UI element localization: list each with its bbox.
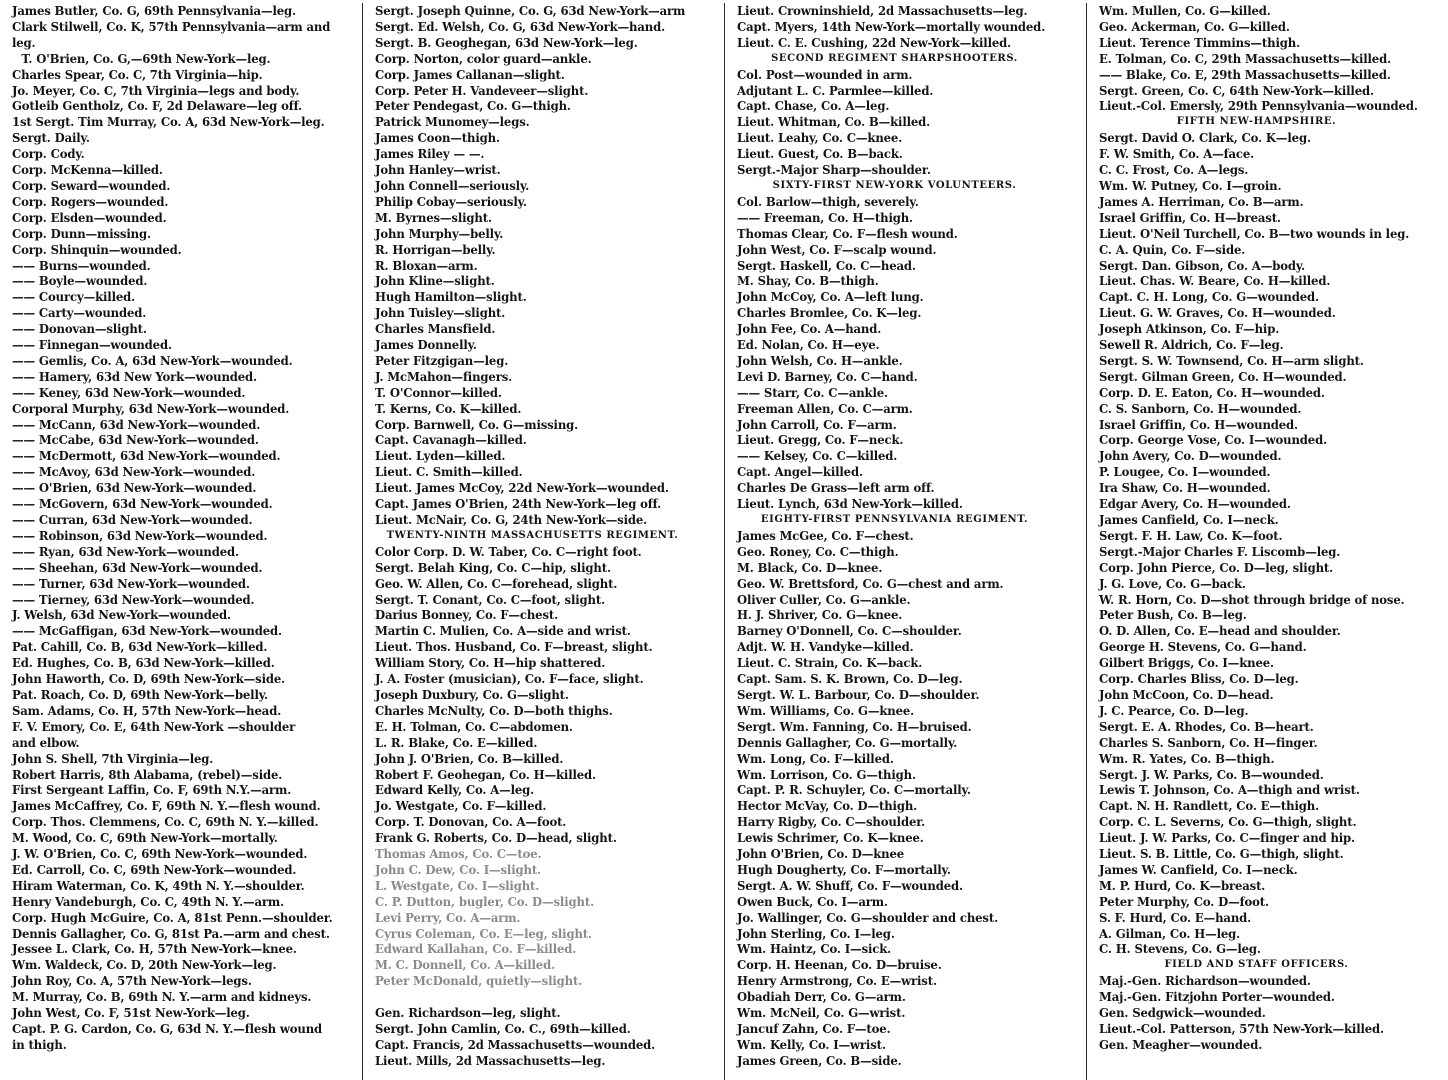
casualty-entry: J. Welsh, 63d New-York—wounded. [12,607,231,623]
casualty-entry: Charles De Grass—left arm off. [737,480,935,496]
casualty-entry: Capt. James O'Brien, 24th New-York—leg off. [375,496,662,512]
regiment-heading: FIFTH NEW-HAMPSHIRE. [1176,116,1337,128]
casualty-entry: John Hanley—wrist. [375,162,501,178]
casualty-entry: Sergt. Wm. Fanning, Co. H—bruised. [737,718,972,734]
casualty-entry: —— McCabe, 63d New-York—wounded. [12,432,259,448]
casualty-entry: Lieut. Leahy, Co. C—knee. [737,130,903,146]
casualty-entry: —— Courcy—killed. [12,289,136,305]
casualty-entry: Cyrus Coleman, Co. E—leg, slight. [375,925,592,941]
casualty-entry: —— Sheehan, 63d New-York—wounded. [12,559,263,575]
casualty-entry: Geo. Ackerman, Co. G—killed. [1099,18,1290,34]
casualty-entry: Peter Fitzgigan—leg. [375,352,509,368]
casualty-entry: Henry Vandeburgh, Co. C, 49th N. Y.—arm. [12,893,285,909]
casualty-entry: Corp. James Callanan—slight. [375,66,565,82]
casualty-entry: Wm. Waldeck, Co. D, 20th New-York—leg. [12,957,277,973]
casualty-entry: Sergt. John Camlin, Co. C., 69th—killed. [375,1021,631,1036]
casualty-entry: Jessee L. Clark, Co. H, 57th New-York—knee. [12,941,297,957]
casualty-entry: Dennis Gallagher, Co. G—mortally. [737,734,958,750]
casualty-entry: Philip Cobay—seriously. [375,193,527,209]
casualty-entry: John Sterling, Co. I—leg. [737,925,895,941]
casualty-entry: Ed. Carroll, Co. C, 69th New-York—wounded. [12,861,297,877]
casualty-entry: T. O'Brien, Co. G,—69th New-York—leg. [21,50,271,66]
casualty-entry: John Roy, Co. A, 57th New-York—legs. [12,973,252,989]
casualty-entry: Robert Harris, 8th Alabama, (rebel)—side. [12,766,283,782]
casualty-entry: Corp. T. Donovan, Co. A—foot. [375,814,567,830]
casualty-entry: Corp. Cody. [12,146,85,162]
casualty-entry: Color Corp. D. W. Taber, Co. C—right foot. [375,543,642,559]
casualty-entry: —— Turner, 63d New-York—wounded. [12,575,250,591]
casualty-entry: Dennis Gallagher, Co. G, 81st Pa.—arm and chest. [12,925,330,941]
casualty-entry: —— Tierney, 63d New-York—wounded. [12,591,255,607]
casualty-entry: in thigh. [12,1036,67,1052]
casualty-entry: Joseph Atkinson, Co. F—hip. [1099,321,1280,337]
casualty-entry: —— Kelsey, Co. C—killed. [737,448,898,464]
casualty-entry: Gotleib Gentholz, Co. F, 2d Delaware—leg off. [12,98,302,114]
casualty-entry: J. McMahon—fingers. [375,368,513,384]
casualty-entry: Charles Mansfield. [375,321,496,337]
casualty-entry: Harry Rigby, Co. C—shoulder. [737,814,926,830]
casualty-entry: Lieut. C. E. Cushing, 22d New-York—killed. [737,34,1012,50]
casualty-entry: Sergt. Ed. Welsh, Co. G, 63d New-York—hand. [375,18,666,34]
regiment-heading: SIXTY-FIRST NEW-YORK VOLUNTEERS. [772,179,1017,191]
casualty-entry: Sergt. E. A. Rhodes, Co. B—heart. [1099,718,1314,734]
casualty-entry: M. Byrnes—slight. [375,209,492,225]
casualty-entry: J. G. Love, Co. G—back. [1099,575,1246,591]
casualty-entry: Frank G. Roberts, Co. D—head, slight. [375,830,617,846]
casualty-entry: Lieut. Crowninshield, 2d Massachusetts—leg. [737,3,1028,18]
regiment-heading: SECOND REGIMENT SHARPSHOOTERS. [771,52,1018,64]
casualty-entry: Lieut. Lyden—killed. [375,448,506,464]
casualty-entry: Lieut. Thos. Husband, Co. F—breast, slight. [375,639,653,655]
regiment-heading: FIELD AND STAFF OFFICERS. [1164,959,1349,971]
casualty-entry: John Carroll, Co. F—arm. [737,416,897,432]
casualty-entry: —— McCann, 63d New-York—wounded. [12,416,261,432]
casualty-entry: leg. [12,34,36,50]
casualty-entry: H. J. Shriver, Co. G—knee. [737,607,903,623]
casualty-entry: Charles Bromlee, Co. K—leg. [737,305,922,321]
casualty-entry: Capt. C. H. Long, Co. G—wounded. [1099,289,1319,305]
casualty-entry: Hector McVay, Co. D—thigh. [737,798,918,814]
casualty-entry: Ed. Nolan, Co. H—eye. [737,337,880,353]
casualty-entry: Lieut. O'Neil Turchell, Co. B—two wounds in leg. [1099,225,1410,241]
casualty-entry: Israel Griffin, Co. H—breast. [1099,209,1281,225]
casualty-entry: F. V. Emory, Co. E, 64th New-York —shoulder [12,718,296,734]
casualty-entry: —— Gemlis, Co. A, 63d New-York—wounded. [12,352,293,368]
casualty-entry: Capt. Sam. S. K. Brown, Co. D—leg. [737,671,963,687]
casualty-entry: John Connell—seriously. [375,177,530,193]
casualty-entry: P. Lougee, Co. I—wounded. [1099,464,1271,480]
casualty-entry: M. Black, Co. D—knee. [737,559,883,575]
casualty-entry: O. D. Allen, Co. E—head and shoulder. [1099,623,1341,639]
casualty-entry: Peter McDonald, quietly—slight. [375,973,583,989]
regiment-heading: EIGHTY-FIRST PENNSYLVANIA REGIMENT. [760,514,1029,525]
casualty-entry: Lieut. Gregg, Co. F—neck. [737,432,904,448]
casualty-entry: Lewis Schrimer, Co. K—knee. [737,830,924,846]
casualty-entry: Barney O'Donnell, Co. C—shoulder. [737,623,962,639]
casualty-entry: Sergt. Haskell, Co. C—head. [737,257,916,273]
casualty-entry: William Story, Co. H—hip shattered. [375,655,606,671]
casualty-entry: Capt. Myers, 14th New-York—mortally wounded. [737,18,1046,34]
casualty-entry: Corp. George Vose, Co. I—wounded. [1099,432,1327,448]
casualty-entry: Corp. Hugh McGuire, Co. A, 81st Penn.—shoulder. [12,909,333,925]
casualty-entry: Peter Pendegast, Co. G—thigh. [375,98,571,114]
casualty-entry: M. Wood, Co. C, 69th New-York—mortally. [12,830,278,846]
casualty-entry: Lieut. G. W. Graves, Co. H—wounded. [1099,305,1336,321]
casualty-entry: James W. Canfield, Co. I—neck. [1099,861,1298,877]
casualty-entry: Geo. Roney, Co. C—thigh. [737,543,899,559]
casualty-entry: John Murphy—belly. [375,225,504,241]
casualty-entry: —— McDermott, 63d New-York—wounded. [12,448,281,464]
casualty-entry: —— Donovan—slight. [12,321,147,337]
casualty-entry: L. R. Blake, Co. E—killed. [375,734,538,750]
casualty-entry: Lieut. Lynch, 63d New-York—killed. [737,496,963,512]
casualty-entry: —— McAvoy, 63d New-York—wounded. [12,464,256,480]
casualty-entry: Corp. C. L. Severns, Co. G—thigh, slight. [1099,814,1357,830]
casualty-entry: Wm. Lorrison, Co. G—thigh. [737,766,916,782]
casualty-entry: John C. Dew, Co. I—slight. [375,861,541,877]
casualty-entry: Corp. Dunn—missing. [12,225,151,241]
casualty-entry: —— Starr, Co. C—ankle. [737,384,888,400]
casualty-entry: Sergt. T. Conant, Co. C—foot, slight. [375,591,606,607]
casualty-entry: Sergt. B. Geoghegan, 63d New-York—leg. [375,34,638,50]
casualty-entry: E. Tolman, Co. C, 29th Massachusetts—killed. [1099,50,1392,66]
casualty-entry: Capt. Cavanagh—killed. [375,432,527,448]
casualty-entry: Thomas Clear, Co. F—flesh wound. [737,225,958,241]
casualty-entry: Jo. Westgate, Co. F—killed. [375,798,547,814]
casualty-entry: Gilbert Briggs, Co. I—knee. [1099,655,1274,671]
casualty-entry: R. Bloxan—arm. [375,257,478,273]
casualty-entry: James McGee, Co. F—chest. [737,527,914,543]
casualty-entry: Peter Murphy, Co. D—foot. [1099,893,1269,909]
casualty-entry: J. A. Foster (musician), Co. F—face, slight. [375,671,644,687]
casualty-entry: T. O'Connor—killed. [375,384,502,400]
casualty-entry: Col. Post—wounded in arm. [737,66,913,82]
casualty-entry: James Coon—thigh. [375,130,500,146]
casualty-entry: John Fee, Co. A—hand. [737,321,882,337]
column-4 [1086,3,1448,1080]
casualty-entry: Hiram Waterman, Co. K, 49th N. Y.—shoulder. [12,877,305,893]
casualty-entry: James Donnelly. [375,337,477,353]
casualty-entry: —— McGaffigan, 63d New-York—wounded. [12,623,282,639]
casualty-entry: Corp. McKenna—killed. [12,162,163,178]
casualty-entry: —— Hamery, 63d New York—wounded. [12,368,257,384]
casualty-entry: Lieut. McNair, Co. G, 24th New-York—side. [375,512,648,527]
casualty-entry: John Avery, Co. D—wounded. [1099,448,1282,464]
casualty-entry: First Sergeant Laffin, Co. F, 69th N.Y.—arm. [12,782,292,798]
casualty-entry: Freeman Allen, Co. C—arm. [737,400,913,416]
casualty-entry [375,989,699,1005]
casualty-entry: Capt. Francis, 2d Massachusetts—wounded. [375,1036,656,1052]
casualty-entry: Jo. Wallinger, Co. G—shoulder and chest. [737,909,999,925]
casualty-entry: Levi Perry, Co. A—arm. [375,909,521,925]
casualty-entry: Robert F. Geohegan, Co. H—killed. [375,766,596,782]
casualty-entry: Gen. Sedgwick—wounded. [1099,1005,1266,1021]
casualty-entry: Hugh Hamilton—slight. [375,289,527,305]
casualty-entry: Ira Shaw, Co. H—wounded. [1099,480,1271,496]
casualty-entry: Corp. D. E. Eaton, Co. H—wounded. [1099,384,1325,400]
casualty-entry: J. W. O'Brien, Co. C, 69th New-York—wounded. [12,846,308,862]
casualty-entry: Pat. Cahill, Co. B, 63d New-York—killed. [12,639,268,655]
casualty-entry: Corp. Elsden—wounded. [12,209,167,225]
casualty-entry: Corporal Murphy, 63d New-York—wounded. [12,400,290,416]
casualty-entry: Thomas Amos, Co. C—toe. [375,846,542,862]
casualty-entry: John West, Co. F, 51st New-York—leg. [12,1005,250,1021]
casualty-entry: —— O'Brien, 63d New-York—wounded. [12,480,257,496]
casualty-entry: 1st Sergt. Tim Murray, Co. A, 63d New-York—leg. [12,114,325,130]
casualty-entry: Clark Stilwell, Co. K, 57th Pennsylvania—arm and [12,18,331,34]
casualty-entry: —— Burns—wounded. [12,257,151,273]
casualty-entry: Lieut. James McCoy, 22d New-York—wounded. [375,480,669,496]
casualty-entry: John McCoon, Co. D—head. [1099,686,1274,702]
casualty-entry: Sergt. W. L. Barbour, Co. D—shoulder. [737,686,980,702]
casualty-entry: John J. O'Brien, Co. B—killed. [375,750,564,766]
casualty-entry: —— McGovern, 63d New-York—wounded. [12,496,273,512]
casualty-entry: C. S. Sanborn, Co. H—wounded. [1099,400,1302,416]
casualty-entry: Edward Kallahan, Co. F—killed. [375,941,577,957]
column-3 [724,3,1086,1080]
casualty-entry: Lieut. Guest, Co. B—back. [737,146,903,162]
casualty-entry: Sergt.-Major Charles F. Liscomb—leg. [1099,543,1341,559]
casualty-entry: Sam. Adams, Co. H, 57th New-York—head. [12,702,282,718]
casualty-entry: Capt. Chase, Co. A—leg. [737,98,890,114]
casualty-entry: Wm. Haintz, Co. I—sick. [737,941,892,957]
casualty-entry: George H. Stevens, Co. G—hand. [1099,639,1307,655]
casualty-entry: T. Kerns, Co. K—killed. [375,400,522,416]
casualty-entry: Corp. Shinquin—wounded. [12,241,182,257]
casualty-entry: Lieut. Terence Timmins—thigh. [1099,34,1300,50]
casualty-entry: Israel Griffin, Co. H—wounded. [1099,416,1298,432]
casualty-entry: Capt. Angel—killed. [737,464,863,480]
casualty-entry: Peter Bush, Co. B—leg. [1099,607,1247,623]
casualty-entry: Lieut. C. Strain, Co. K—back. [737,655,923,671]
casualty-entry: Wm. W. Putney, Co. I—groin. [1099,177,1282,193]
casualty-entry: Edward Kelly, Co. A—leg. [375,782,535,798]
casualty-entry: John McCoy, Co. A—left lung. [737,289,924,305]
casualty-entry: and elbow. [12,734,80,750]
casualty-entry: Corp. Rogers—wounded. [12,193,169,209]
casualty-entry: Pat. Roach, Co. D, 69th New-York—belly. [12,686,268,702]
casualty-entry: Sergt. A. W. Shuff, Co. F—wounded. [737,877,963,893]
casualty-entry: Lieut. Whitman, Co. B—killed. [737,114,931,130]
casualty-entry: Sergt. Dan. Gibson, Co. A—body. [1099,257,1306,273]
casualty-entry: John S. Shell, 7th Virginia—leg. [12,750,214,766]
casualty-entry: Sergt. Joseph Quinne, Co. G, 63d New-York—arm [375,3,686,18]
casualty-entry: James A. Herriman, Co. B—arm. [1099,193,1304,209]
casualty-entry: Corp. Norton, color guard—ankle. [375,50,592,66]
casualty-entry: F. W. Smith, Co. A—face. [1099,146,1255,162]
casualty-entry: Edgar Avery, Co. H—wounded. [1099,496,1291,512]
casualty-entry: —— Robinson, 63d New-York—wounded. [12,527,268,543]
casualty-entry: Lieut.-Col. Emersly, 29th Pennsylvania—wounded. [1099,98,1418,114]
casualty-entry: S. F. Hurd, Co. E—hand. [1099,909,1252,925]
casualty-entry: Geo. W. Brettsford, Co. G—chest and arm. [737,575,1004,591]
casualty-entry: Maj.-Gen. Richardson—wounded. [1099,973,1311,989]
casualty-entry: Corp. Charles Bliss, Co. D—leg. [1099,671,1299,687]
casualty-entry: Charles McNulty, Co. D—both thighs. [375,702,613,718]
casualty-entry: Capt. P. G. Cardon, Co. G, 63d N. Y.—flesh wound [12,1021,323,1036]
casualty-entry: M. Shay, Co. B—thigh. [737,273,879,289]
casualty-entry: Sergt. David O. Clark, Co. K—leg. [1099,130,1311,146]
casualty-entry: Martin C. Mulien, Co. A—side and wrist. [375,623,631,639]
casualty-entry: Jo. Meyer, Co. C, 7th Virginia—legs and body. [12,82,300,98]
column-2 [362,3,724,1080]
casualty-entry: Wm. R. Yates, Co. B—thigh. [1099,750,1275,766]
casualty-entry: M. P. Hurd, Co. K—breast. [1099,877,1266,893]
regiment-heading: TWENTY-NINTH MASSACHUSETTS REGIMENT. [386,529,679,541]
casualty-entry: Oliver Culler, Co. G—ankle. [737,591,911,607]
casualty-entry: —— Blake, Co. E, 29th Massachusetts—killed. [1099,66,1391,82]
casualty-entry: C. H. Stevens, Co. G—leg. [1099,941,1261,957]
casualty-entry: Sewell R. Aldrich, Co. F—leg. [1099,337,1284,353]
casualty-entry: Lieut.-Col. Patterson, 57th New-York—killed. [1099,1021,1384,1036]
casualty-entry: Lieut. Chas. W. Beare, Co. H—killed. [1099,273,1331,289]
casualty-entry: Sergt. F. H. Law, Co. K—foot. [1099,527,1283,543]
casualty-entry: Corp. Peter H. Vandeveer—slight. [375,82,589,98]
casualty-entry: Gen. Richardson—leg, slight. [375,1005,561,1021]
casualty-entry: Capt. N. H. Randlett, Co. E—thigh. [1099,798,1320,814]
casualty-entry: Charles S. Sanborn, Co. H—finger. [1099,734,1318,750]
casualty-entry: Corp. Seward—wounded. [12,177,171,193]
casualty-entry: Lieut. S. B. Little, Co. G—thigh, slight. [1099,846,1344,862]
casualty-entry: Lieut. Mills, 2d Massachusetts—leg. [375,1052,606,1068]
casualty-entry: Wm. Mullen, Co. G—killed. [1099,3,1271,18]
casualty-entry: Adjt. W. H. Vandyke—killed. [737,639,914,655]
casualty-entry: Obadiah Derr, Co. G—arm. [737,989,906,1005]
casualty-entry: —— Freeman, Co. H—thigh. [737,209,913,225]
casualty-entry: Darius Bonney, Co. F—chest. [375,607,559,623]
casualty-entry: James Riley — —. [375,146,485,162]
casualty-entry: Henry Armstrong, Co. E—wrist. [737,973,937,989]
casualty-entry: —— Curran, 63d New-York—wounded. [12,512,253,527]
casualty-entry: M. Murray, Co. B, 69th N. Y.—arm and kidneys. [12,989,312,1005]
casualty-entry: Sergt. Belah King, Co. C—hip, slight. [375,559,611,575]
casualty-entry: C. P. Dutton, bugler, Co. D—slight. [375,893,594,909]
casualty-entry: John Tuisley—slight. [375,305,506,321]
casualty-entry: Sergt. Green, Co. C, 64th New-York—killed. [1099,82,1374,98]
casualty-entry: John Welsh, Co. H—ankle. [737,352,903,368]
casualty-entry: Col. Barlow—thigh, severely. [737,193,919,209]
casualty-entry: James Butler, Co. G, 69th Pennsylvania—leg. [12,3,296,18]
casualty-entry: Wm. Kelly, Co. I—wrist. [737,1036,886,1052]
casualty-entry: Sergt. S. W. Townsend, Co. H—arm slight. [1099,352,1364,368]
casualty-entry: Capt. P. R. Schuyler, Co. C—mortally. [737,782,971,798]
column-1 [0,3,362,1080]
casualty-entry: Lieut. J. W. Parks, Co. C—finger and hip. [1099,830,1355,846]
casualty-entry: Corp. Barnwell, Co. G—missing. [375,416,579,432]
casualty-entry: Sergt. J. W. Parks, Co. B—wounded. [1099,766,1324,782]
casualty-entry: J. C. Pearce, Co. D—leg. [1099,702,1249,718]
casualty-entry: Geo. W. Allen, Co. C—forehead, slight. [375,575,618,591]
casualty-entry: John West, Co. F—scalp wound. [737,241,937,257]
casualty-entry: Joseph Duxbury, Co. G—slight. [375,686,569,702]
casualty-entry: —— Keney, 63d New-York—wounded. [12,384,246,400]
casualty-entry: C. C. Frost, Co. A—legs. [1099,162,1249,178]
casualty-entry: Corp. John Pierce, Co. D—leg, slight. [1099,559,1334,575]
casualty-entry: Levi D. Barney, Co. C—hand. [737,368,918,384]
casualty-entry: E. H. Tolman, Co. C—abdomen. [375,718,573,734]
casualty-entry: C. A. Quin, Co. F—side. [1099,241,1246,257]
casualty-entry: Wm. McNeil, Co. G—wrist. [737,1005,906,1021]
casualty-entry: Adjutant L. C. Parmlee—killed. [737,82,934,98]
casualty-entry: —— Ryan, 63d New-York—wounded. [12,543,239,559]
casualty-entry: Sergt. Daily. [12,130,90,146]
casualty-entry: L. Westgate, Co. I—slight. [375,877,540,893]
casualty-entry: —— Finnegan—wounded. [12,337,172,353]
casualty-entry: John O'Brien, Co. D—knee [737,846,905,862]
casualty-entry: A. Gilman, Co. H—leg. [1099,925,1241,941]
casualty-entry: Maj.-Gen. Fitzjohn Porter—wounded. [1099,989,1335,1005]
casualty-entry: —— Boyle—wounded. [12,273,148,289]
casualty-entry: Sergt. Gilman Green, Co. H—wounded. [1099,368,1347,384]
casualty-entry: Ed. Hughes, Co. B, 63d New-York—killed. [12,655,275,671]
casualty-entry: Gen. Meagher—wounded. [1099,1036,1263,1052]
casualty-entry: Jancuf Zahn, Co. F—toe. [737,1021,891,1036]
casualty-entry: W. R. Horn, Co. D—shot through bridge of nose. [1099,591,1405,607]
casualty-entry: Lewis T. Johnson, Co. A—thigh and wrist. [1099,782,1360,798]
casualty-entry: Charles Spear, Co. C, 7th Virginia—hip. [12,66,263,82]
casualty-entry: John Haworth, Co. D, 69th New-York—side. [12,671,286,687]
casualty-entry: Wm. Long, Co. F—killed. [737,750,894,766]
casualty-entry: Owen Buck, Co. I—arm. [737,893,888,909]
casualty-entry: John Kline—slight. [375,273,495,289]
casualty-entry: M. C. Donnell, Co. A—killed. [375,957,555,973]
casualty-entry: Lieut. C. Smith—killed. [375,464,523,480]
casualty-entry: James Green, Co. B—side. [737,1052,902,1068]
casualty-entry: —— Carty—wounded. [12,305,147,321]
casualty-entry: Corp. Thos. Clemmens, Co. C, 69th N. Y.—killed. [12,814,319,830]
casualty-entry: Patrick Munomey—legs. [375,114,530,130]
casualty-entry: Wm. Williams, Co. G—knee. [737,702,915,718]
casualty-entry: R. Horrigan—belly. [375,241,496,257]
casualty-entry: Sergt.-Major Sharp—shoulder. [737,162,931,178]
casualty-entry: James Canfield, Co. I—neck. [1099,512,1279,527]
casualty-entry: Hugh Dougherty, Co. F—mortally. [737,861,951,877]
casualty-entry: Corp. H. Heenan, Co. D—bruise. [737,957,942,973]
casualty-entry: James McCaffrey, Co. F, 69th N. Y.—flesh wound. [12,798,321,814]
